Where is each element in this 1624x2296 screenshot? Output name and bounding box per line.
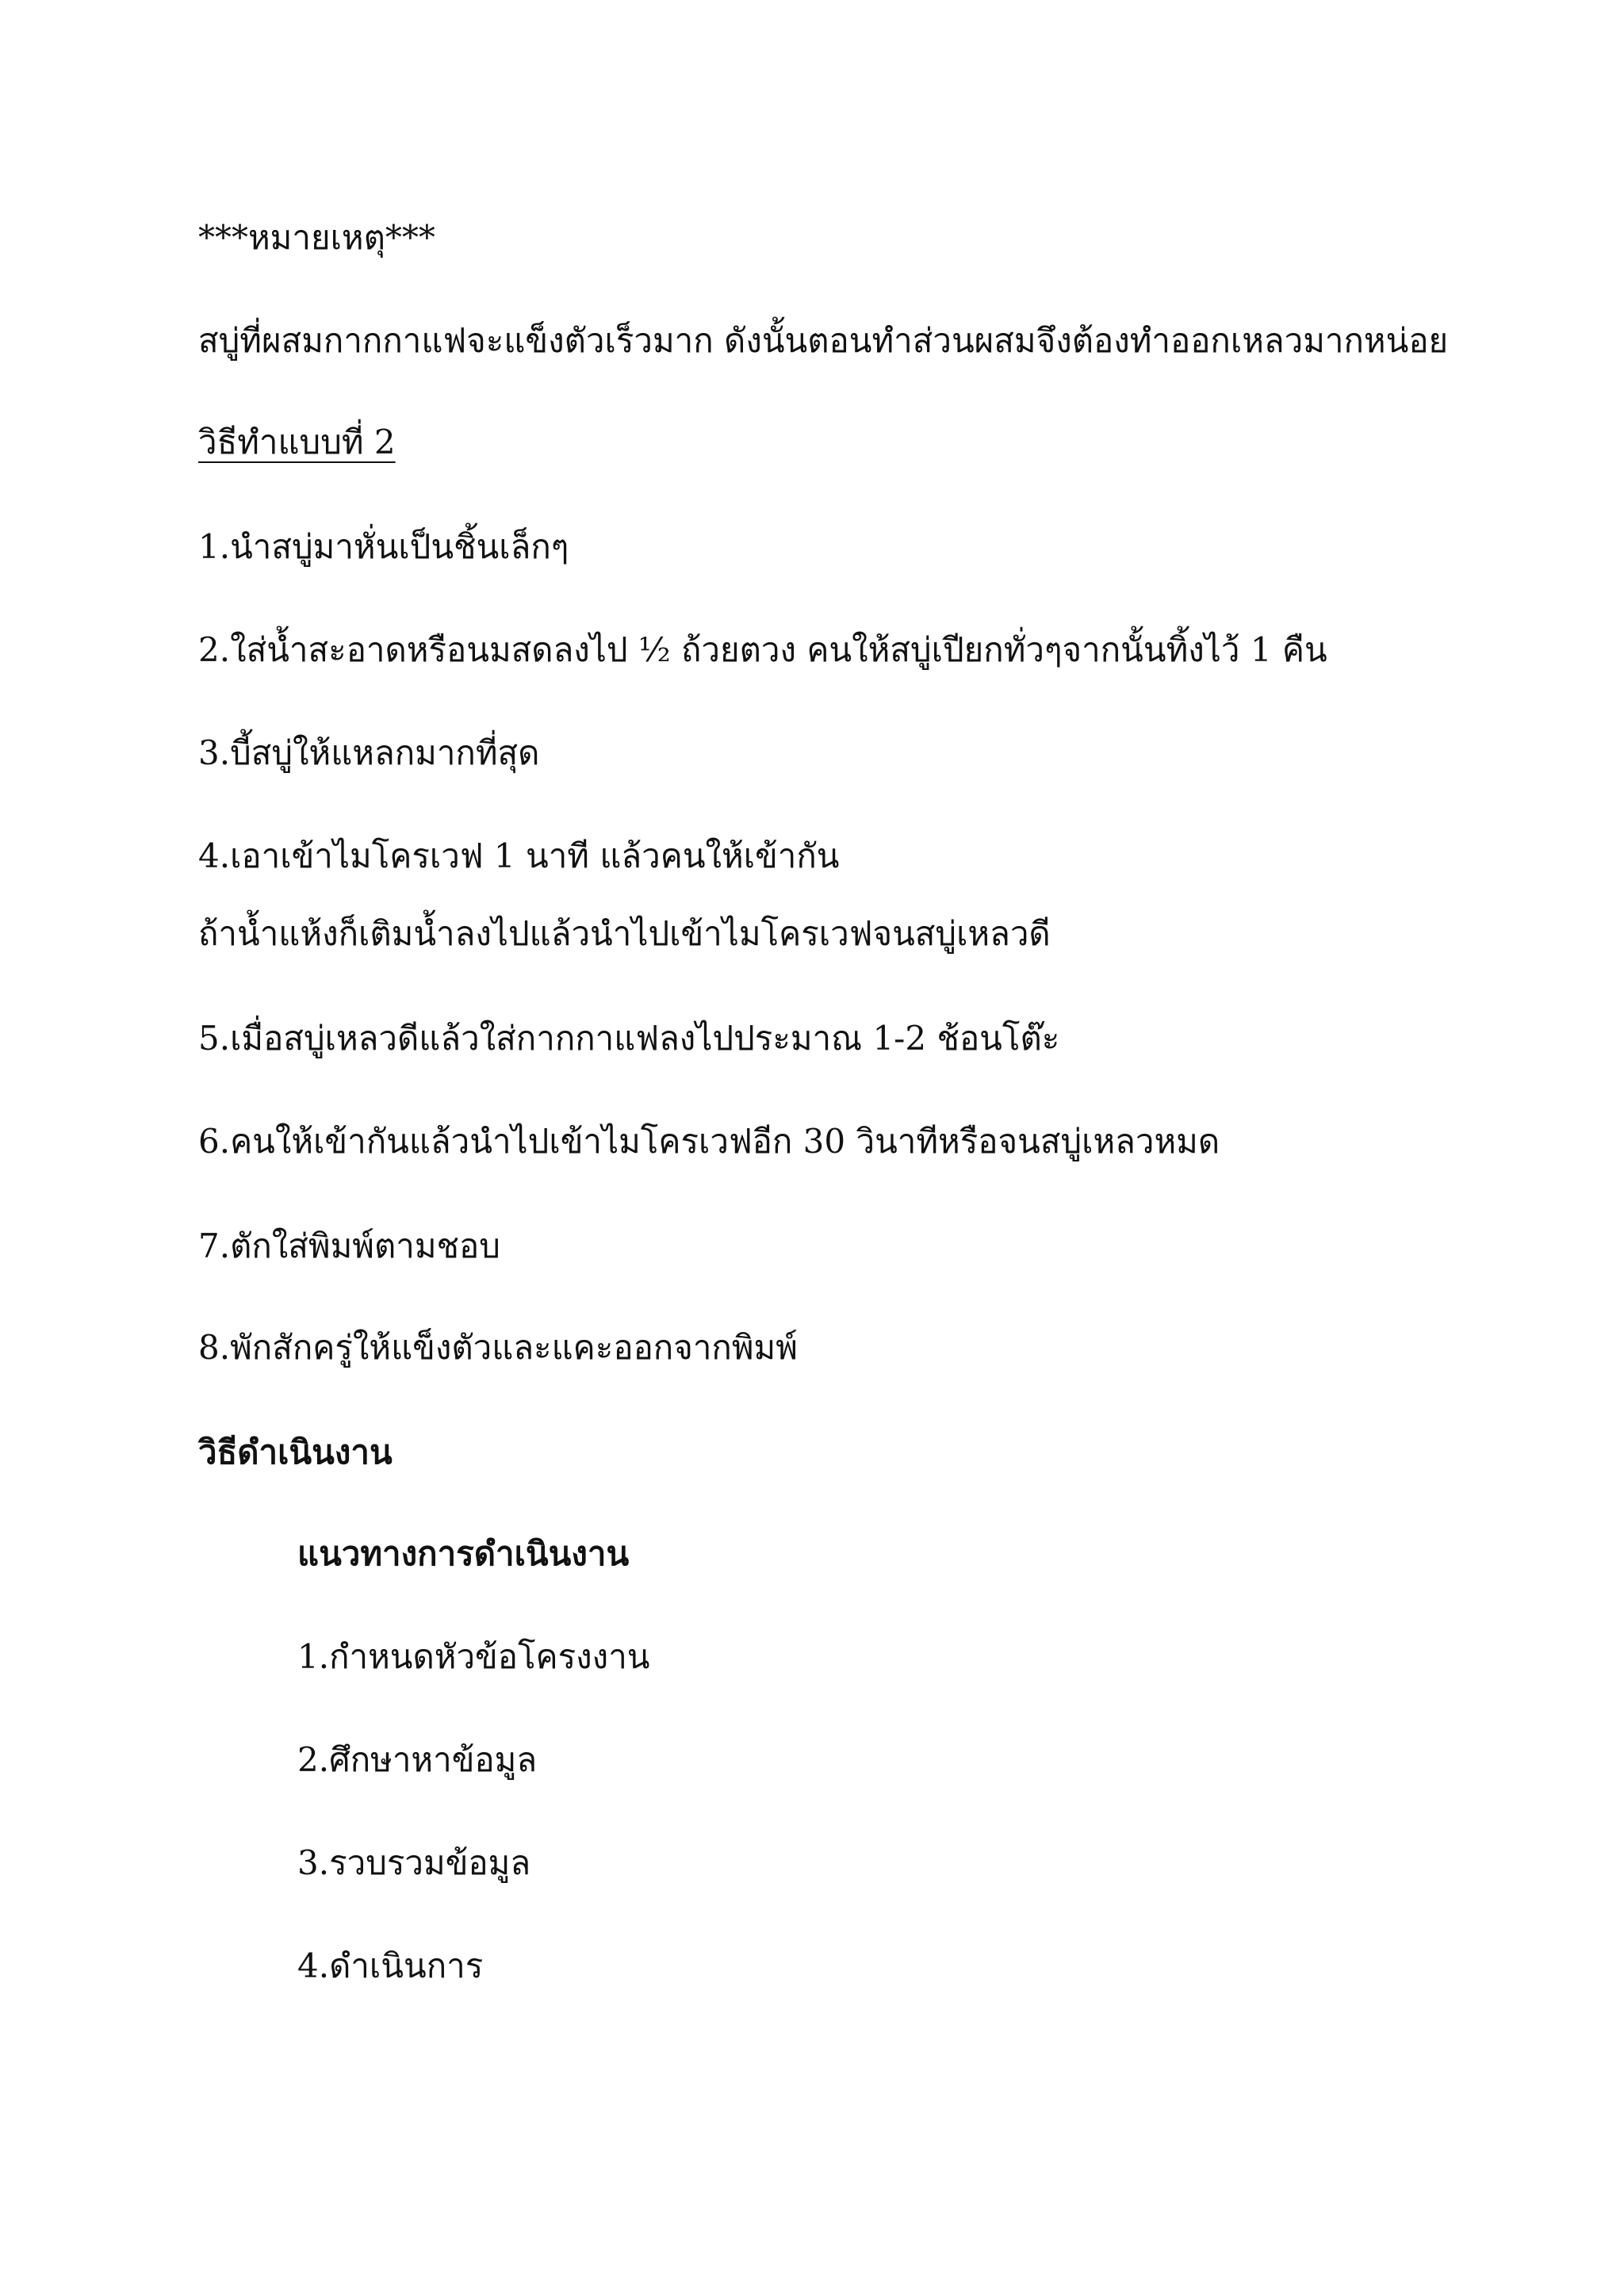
note-text: สบู่ที่ผสมกากกาแฟจะแข็งตัวเร็วมาก ดังนั้นตอนทำส่วนผสมจึงต้องทำออกเหลวมากหน่อย [198, 321, 1449, 360]
method2-title: วิธีทำแบบที่ 2 [198, 423, 396, 461]
method2-step-7: 7.ตักใส่พิมพ์ตามชอบ [198, 1226, 500, 1265]
procedure-title: วิธีดำเนินงาน [198, 1433, 393, 1471]
method2-step-1: 1.นำสบู่มาหั่นเป็นชิ้นเล็กๆ [198, 527, 569, 566]
method2-step-8: 8.พักสักครู่ให้แข็งตัวและแคะออกจากพิมพ์ [198, 1328, 798, 1367]
method2-step-3: 3.บี้สบู่ให้แหลกมากที่สุด [198, 733, 540, 772]
procedure-step-2: 2.ศึกษาหาข้อมูล [297, 1740, 538, 1779]
method2-step-4: 4.เอาเข้าไมโครเวฟ 1 นาที แล้วคนให้เข้ากัน [198, 836, 840, 875]
procedure-subtitle: แนวทางการดำเนินงาน [297, 1534, 630, 1573]
procedure-step-1: 1.กำหนดหัวข้อโครงงาน [297, 1637, 650, 1676]
method2-step-4-continued: ถ้าน้ำแห้งก็เติมน้ำลงไปแล้วนำไปเข้าไมโครเวฟจนสบู่เหลวดี [198, 914, 1051, 953]
method2-step-2: 2.ใส่น้ำสะอาดหรือนมสดลงไป ½ ถ้วยตวง คนให้สบู่เปียกทั่วๆจากนั้นทิ้งไว้ 1 คืน [198, 630, 1327, 669]
note-heading: ***หมายเหตุ*** [198, 218, 435, 257]
procedure-step-3: 3.รวบรวมข้อมูล [297, 1843, 531, 1882]
method2-step-6: 6.คนให้เข้ากันแล้วนำไปเข้าไมโครเวฟอีก 30 วินาทีหรือจนสบู่เหลวหมด [198, 1122, 1220, 1161]
procedure-step-4: 4.ดำเนินการ [297, 1946, 484, 1985]
method2-step-5: 5.เมื่อสบู่เหลวดีแล้วใส่กากกาแฟลงไปประมาณ 1-2 ช้อนโต๊ะ [198, 1019, 1060, 1058]
